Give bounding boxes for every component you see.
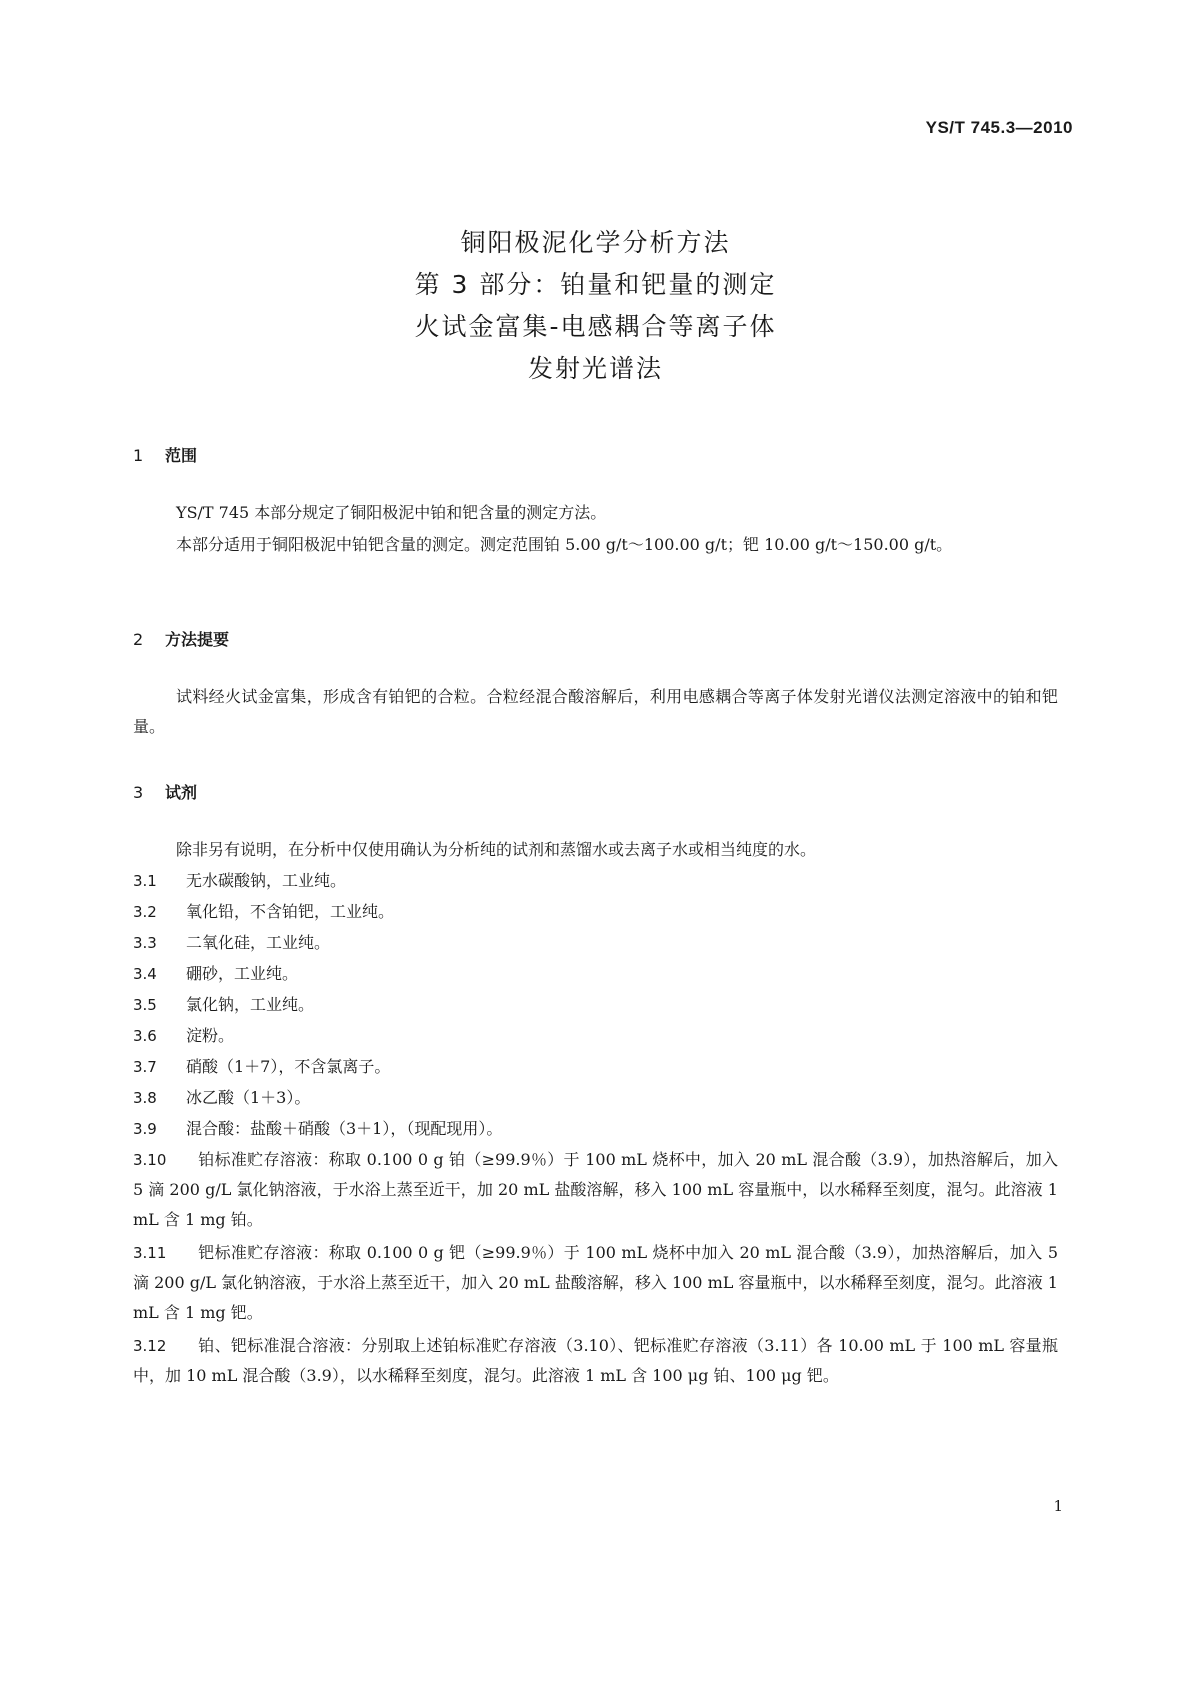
title-line-3: 火试金富集-电感耦合等离子体 — [414, 312, 777, 341]
item-text: 硼砂，工业纯。 — [186, 964, 299, 983]
item-number: 3.10 — [133, 1151, 167, 1169]
list-item — [133, 1238, 1058, 1328]
item-text: 混合酸：盐酸＋硝酸（3＋1），（现配现用）。 — [186, 1119, 503, 1138]
item-text: 无水碳酸钠，工业纯。 — [186, 871, 347, 890]
section-number: 1 — [133, 446, 144, 465]
item-number: 3.6 — [133, 1027, 157, 1045]
page-number: 1 — [1053, 1497, 1063, 1515]
item-number: 3.9 — [133, 1120, 157, 1138]
paragraph: 试料经火试金富集，形成含有铂钯的合粒。合粒经混合酸溶解后，利用电感耦合等离子体发射光谱仪法测定溶液中的铂和钯量。 — [133, 687, 1058, 736]
section-heading-scope — [133, 443, 197, 466]
section-heading-method-summary — [133, 627, 229, 650]
title-line-1: 铜阳极泥化学分析方法 — [460, 228, 731, 257]
item-number: 3.5 — [133, 996, 157, 1014]
title-line-4: 发射光谱法 — [527, 354, 663, 383]
item-number: 3.4 — [133, 965, 157, 983]
standard-id: YS/T 745.3—2010 — [925, 118, 1073, 137]
document-title — [0, 222, 1191, 390]
item-number: 3.8 — [133, 1089, 157, 1107]
section-number: 3 — [133, 783, 144, 802]
section-heading-reagents — [133, 780, 197, 803]
section-title: 范围 — [165, 446, 198, 465]
list-item — [133, 897, 1058, 927]
list-item — [133, 1083, 1058, 1113]
list-item — [133, 928, 1058, 958]
section-title: 方法提要 — [165, 630, 230, 649]
item-text: 氯化钠，工业纯。 — [186, 995, 315, 1014]
item-number: 3.2 — [133, 903, 157, 921]
item-text: 二氧化硅，工业纯。 — [186, 933, 331, 952]
item-text: 钯标准贮存溶液：称取 0.100 0 g 钯（≥99.9％）于 100 mL 烧杯中加入 20 mL 混合酸（3.9），加热溶解后，加入 5 滴 200 g/L 氯化钠溶液，于水浴上蒸至近干，加入 20 mL 盐酸溶解，移入 100 mL 容量瓶中，以水稀释至刻度，混匀。此溶液 1 mL 含 1 mg 钯。 — [133, 1243, 1058, 1322]
item-number: 3.1 — [133, 872, 157, 890]
item-number: 3.12 — [133, 1337, 167, 1355]
list-item — [133, 1114, 1058, 1144]
item-text: 淀粉。 — [186, 1026, 235, 1045]
list-item — [133, 1021, 1058, 1051]
list-item — [133, 1145, 1058, 1235]
section-number: 2 — [133, 630, 144, 649]
item-text: 氧化铅，不含铂钯，工业纯。 — [186, 902, 395, 921]
section-title: 试剂 — [165, 783, 198, 802]
item-text: 铂标准贮存溶液：称取 0.100 0 g 铂（≥99.9％）于 100 mL 烧杯中，加入 20 mL 混合酸（3.9），加热溶解后，加入 5 滴 200 g/L 氯化钠溶液，于水浴上蒸至近干，加 20 mL 盐酸溶解，移入 100 mL 容量瓶中，以水稀释至刻度，混匀。此溶液 1 mL 含 1 mg 铂。 — [133, 1150, 1058, 1229]
list-item — [133, 990, 1058, 1020]
list-item — [133, 866, 1058, 896]
item-text: 硝酸（1＋7），不含氯离子。 — [186, 1057, 391, 1076]
paragraph: 本部分适用于铜阳极泥中铂钯含量的测定。测定范围铂 5.00 g/t～100.00 g/t；钯 10.00 g/t～150.00 g/t。 — [176, 535, 953, 554]
list-item — [133, 1331, 1058, 1391]
paragraph: 除非另有说明，在分析中仅使用确认为分析纯的试剂和蒸馏水或去离子水或相当纯度的水。 — [176, 840, 817, 859]
paragraph: YS/T 745 本部分规定了铜阳极泥中铂和钯含量的测定方法。 — [176, 503, 607, 522]
item-text: 冰乙酸（1＋3）。 — [186, 1088, 311, 1107]
item-number: 3.7 — [133, 1058, 157, 1076]
list-item — [133, 1052, 1058, 1082]
title-line-2: 第 3 部分：铂量和钯量的测定 — [414, 270, 777, 299]
item-number: 3.11 — [133, 1244, 167, 1262]
list-item — [133, 959, 1058, 989]
item-number: 3.3 — [133, 934, 157, 952]
item-text: 铂、钯标准混合溶液：分别取上述铂标准贮存溶液（3.10）、钯标准贮存溶液（3.11）各 10.00 mL 于 100 mL 容量瓶中，加 10 mL 混合酸（3.9），以水稀释至刻度，混匀。此溶液 1 mL 含 100 μg 铂、100 μg 钯。 — [133, 1336, 1058, 1385]
